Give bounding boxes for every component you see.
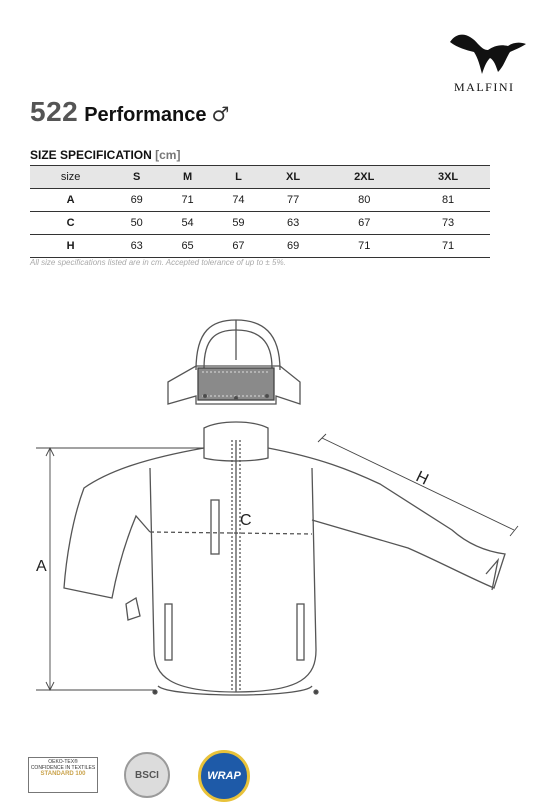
table-cell: 81 bbox=[441, 194, 455, 206]
size-note: All size specifications listed are in cm. Accepted tolerance of up to ± 5%. bbox=[30, 258, 286, 267]
table-row bbox=[30, 235, 490, 258]
header-cell: S bbox=[133, 171, 141, 183]
row-label: H bbox=[66, 240, 75, 252]
table-row bbox=[30, 212, 490, 235]
spec-title bbox=[30, 148, 180, 162]
spec-title-text: SIZE SPECIFICATION bbox=[30, 148, 152, 162]
spec-unit: [cm] bbox=[155, 148, 181, 162]
table-cell: 74 bbox=[232, 194, 245, 206]
table-cell: 73 bbox=[441, 217, 455, 229]
header-cell: 2XL bbox=[354, 171, 375, 183]
product-title bbox=[30, 96, 229, 128]
eagle-icon bbox=[448, 28, 528, 78]
table-cell: 77 bbox=[286, 194, 300, 206]
oeko-tex-badge bbox=[28, 757, 98, 793]
dimension-h-label: H bbox=[413, 468, 431, 489]
malfini-logo bbox=[440, 28, 540, 98]
header-cell: size bbox=[60, 171, 81, 183]
hood-drawing bbox=[168, 320, 300, 404]
size-table bbox=[30, 165, 490, 258]
oeko-line3: STANDARD 100 bbox=[40, 771, 86, 777]
jacket-body bbox=[64, 422, 505, 695]
jacket-drawing bbox=[0, 300, 557, 740]
wrap-label: WRAP bbox=[207, 770, 241, 782]
dimension-c-label: C bbox=[240, 512, 252, 529]
table-cell: 69 bbox=[286, 240, 300, 252]
table-cell: 54 bbox=[181, 217, 194, 229]
oeko-line1: OEKO-TEX® bbox=[48, 759, 78, 765]
bsci-label: BSCI bbox=[135, 769, 159, 781]
bsci-badge bbox=[124, 752, 170, 798]
header-cell: M bbox=[182, 171, 193, 183]
table-cell: 63 bbox=[286, 217, 300, 229]
table-cell: 69 bbox=[130, 194, 143, 206]
table-cell: 71 bbox=[358, 240, 371, 252]
table-cell: 63 bbox=[130, 240, 143, 252]
wrap-badge bbox=[198, 750, 250, 802]
brand-name: MALFINI bbox=[454, 80, 515, 94]
header-cell: L bbox=[235, 171, 242, 183]
table-cell: 65 bbox=[181, 240, 194, 252]
row-label: A bbox=[66, 194, 75, 206]
gender-symbol: ♂ bbox=[211, 102, 230, 126]
table-cell: 67 bbox=[358, 217, 371, 229]
row-label: C bbox=[66, 217, 75, 229]
dimension-lines bbox=[36, 434, 518, 690]
header-cell: XL bbox=[286, 171, 301, 183]
product-number: 522 bbox=[30, 96, 79, 127]
table-cell: 71 bbox=[441, 240, 455, 252]
table-cell: 59 bbox=[232, 217, 245, 229]
oeko-line2: CONFIDENCE IN TEXTILES bbox=[30, 765, 96, 771]
table-cell: 80 bbox=[358, 194, 371, 206]
header-cell: 3XL bbox=[437, 171, 459, 183]
table-cell: 71 bbox=[181, 194, 194, 206]
dimension-a-label: A bbox=[36, 558, 47, 575]
product-name: Performance bbox=[84, 104, 207, 126]
table-row bbox=[30, 189, 490, 212]
table-cell: 67 bbox=[232, 240, 245, 252]
table-header bbox=[30, 166, 490, 189]
table-cell: 50 bbox=[130, 217, 143, 229]
